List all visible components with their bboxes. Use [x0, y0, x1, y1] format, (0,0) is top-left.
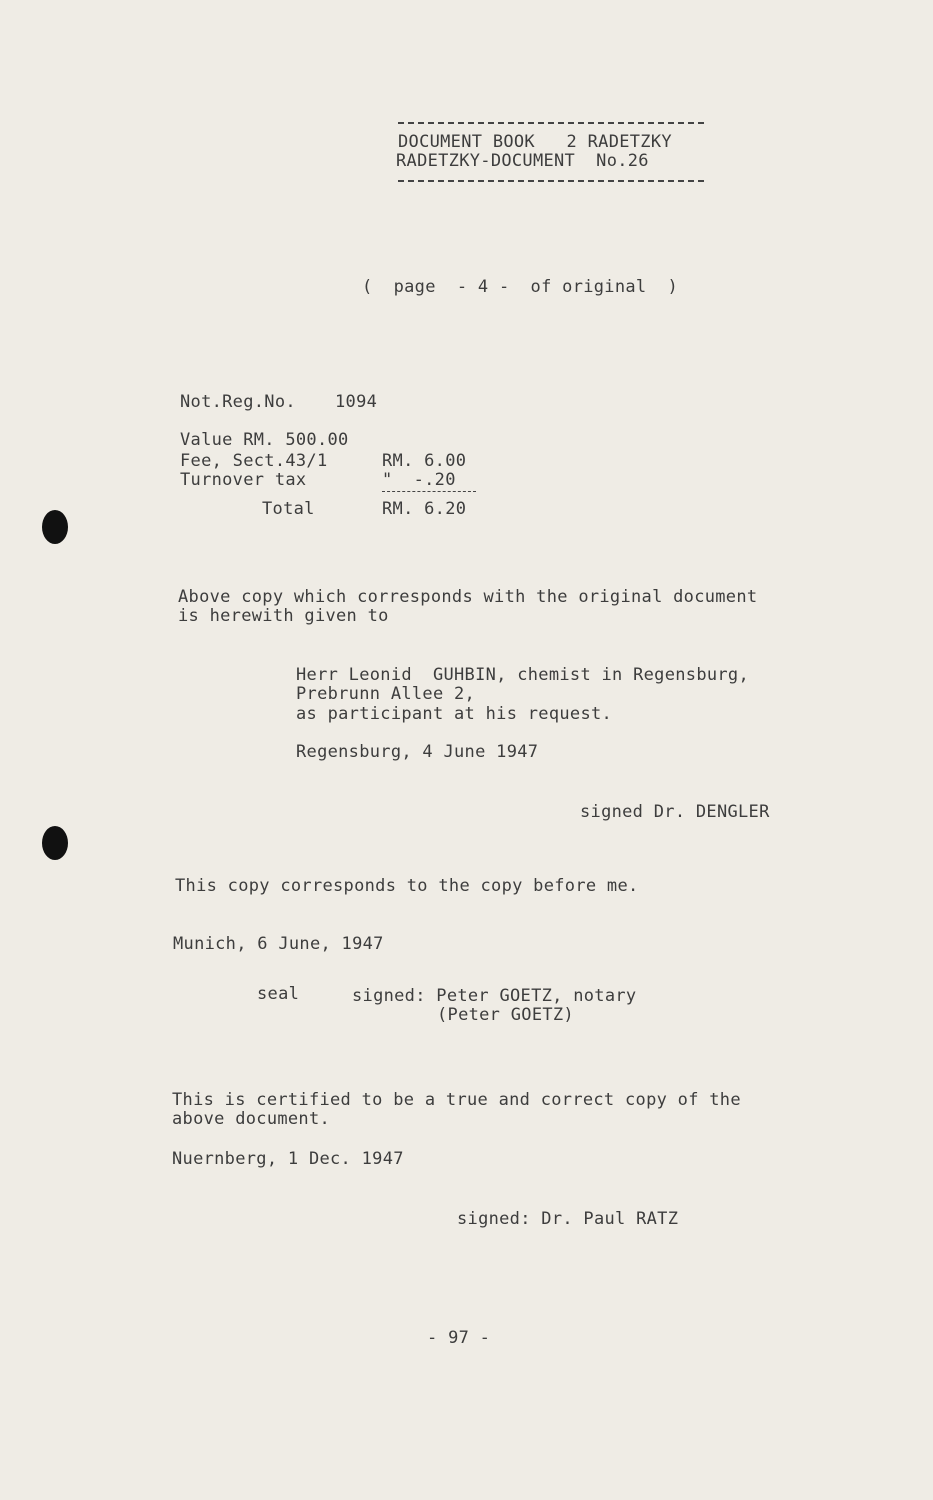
fee-label: Fee, Sect.43/1	[180, 451, 328, 471]
tax-label: Turnover tax	[180, 470, 307, 490]
reg-label: Not.Reg.No.	[180, 392, 296, 412]
cert-line-2: above document.	[172, 1109, 331, 1129]
fee-amount: RM. 6.00	[382, 451, 467, 471]
header-line-1: DOCUMENT BOOK 2 RADETZKY	[398, 132, 672, 152]
seal-signed: signed: Peter GOETZ, notary	[352, 986, 637, 1006]
place-date-regensburg: Regensburg, 4 June 1947	[296, 742, 539, 762]
copy-statement: This copy corresponds to the copy before me.	[175, 876, 639, 896]
recipient-line-2: Prebrunn Allee 2,	[296, 684, 476, 704]
seal-label: seal	[257, 984, 300, 1004]
recipient-line-1: Herr Leonid GUHBIN, chemist in Regensburg,	[296, 665, 749, 685]
signature-ratz: signed: Dr. Paul RATZ	[457, 1209, 679, 1229]
punch-hole-top	[42, 510, 68, 544]
total-underline	[382, 491, 476, 492]
page-number: - 97 -	[427, 1328, 491, 1348]
body-line-1: Above copy which corresponds with the original document	[178, 587, 758, 607]
total-label: Total	[262, 499, 315, 519]
tax-amount: " -.20	[382, 470, 456, 490]
cert-line-1: This is certified to be a true and correct copy of the	[172, 1090, 741, 1110]
header-line-2: RADETZKY-DOCUMENT No.26	[396, 151, 649, 171]
body-line-2: is herewith given to	[178, 606, 389, 626]
header-rule-top	[398, 122, 704, 124]
place-date-munich: Munich, 6 June, 1947	[173, 934, 384, 954]
seal-name: (Peter GOETZ)	[437, 1005, 574, 1025]
place-date-nuernberg: Nuernberg, 1 Dec. 1947	[172, 1149, 404, 1169]
value-line: Value RM. 500.00	[180, 430, 349, 450]
total-amount: RM. 6.20	[382, 499, 467, 519]
signature-dengler: signed Dr. DENGLER	[580, 802, 770, 822]
punch-hole-bottom	[42, 826, 68, 860]
page-reference: ( page - 4 - of original )	[362, 277, 679, 297]
header-rule-bottom	[398, 180, 704, 182]
reg-number: 1094	[335, 392, 378, 412]
recipient-line-3: as participant at his request.	[296, 704, 613, 724]
